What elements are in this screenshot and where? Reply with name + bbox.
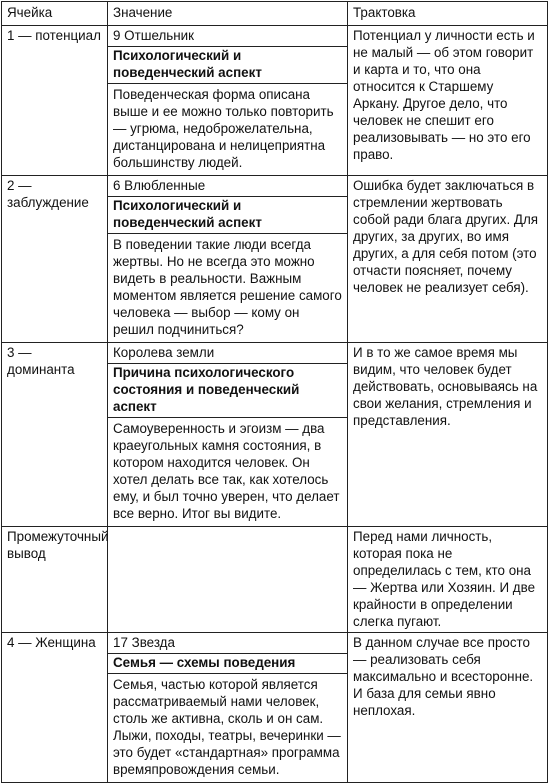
aspect-title: Психологический и поведенческий аспект (108, 47, 347, 84)
position-cell: 1 — потенциал (2, 26, 108, 176)
position-cell: Промежуточный вывод (2, 527, 108, 633)
tarot-layout-table (1, 1, 548, 783)
aspect-title: Семья — схемы поведения (108, 654, 347, 674)
table-row (2, 26, 548, 176)
card-name: Королева земли (108, 344, 347, 364)
interpretation-cell: Потенциал у личности есть и не малый — об этом говорит и карта и то, что она относится к Старшему Аркану. Другое дело, что человек не спешит его реализовывать — но это его право. (348, 26, 548, 176)
meaning-cell (108, 343, 348, 527)
interpretation-cell: Перед нами личность, которая пока не определилась с тем, кто она — Жертва или Хозяин. И две крайности в определении слегка пугают. (348, 527, 548, 633)
table-row (2, 633, 548, 783)
interpretation-cell: Ошибка будет заключаться в стремлении жертвовать собой ради блага других. Для других, за других, во имя других, а для себя потом (это отчасти поясняет, почему человек не реализует себя). (348, 176, 548, 343)
interpretation-cell: В данном случае все просто — реализовать себя максимально и всесторонне. И база для семьи явно неплохая. (348, 633, 548, 783)
meaning-text: Поведенческая форма описана выше и ее можно только повторить — угрюма, недоброжелательна, дистанцирована и нелицеприятна большинству людей. (113, 87, 334, 170)
header-cell-position: Ячейка (2, 2, 108, 26)
table-row (2, 176, 548, 343)
position-cell: 4 — Женщина (2, 633, 108, 783)
card-name: 6 Влюбленные (108, 177, 347, 197)
meaning-text: Семья, частью которой является рассматриваемый нами человек, столь же активна, сколь и он сам. Лыжи, походы, театры, вечеринки — это будет «стандартная» программа времяпровождения семьи. (113, 677, 341, 777)
aspect-title: Причина психологического состояния и поведенческий аспект (108, 364, 347, 418)
aspect-title: Психологический и поведенческий аспект (108, 197, 347, 234)
position-cell: 2 — заблуждение (2, 176, 108, 343)
header-cell-interpretation: Трактовка (348, 2, 548, 26)
meaning-text: В поведении такие люди всегда жертвы. Но не всегда это можно видеть в реальности. Важным моментом является решение самого человека — выбор — кому он решил подчиниться? (113, 237, 342, 337)
header-cell-meaning: Значение (108, 2, 348, 26)
table-row (2, 527, 548, 633)
position-cell: 3 — доминанта (2, 343, 108, 527)
card-name: 9 Отшельник (108, 27, 347, 47)
meaning-cell (108, 527, 348, 633)
meaning-cell (108, 633, 348, 783)
header-row (2, 2, 548, 26)
meaning-cell (108, 26, 348, 176)
card-name: 17 Звезда (108, 634, 347, 654)
meaning-cell (108, 176, 348, 343)
table-row (2, 343, 548, 527)
meaning-text: Самоуверенность и эгоизм — два краеугольных камня состояния, в котором находится человек. Он хотел делать все так, как хотелось ему, и был точно уверен, что делает все верно. Итог вы видите. (113, 421, 340, 521)
interpretation-cell: И в то же самое время мы видим, что человек будет действовать, основываясь на свои желания, стремления и представления. (348, 343, 548, 527)
